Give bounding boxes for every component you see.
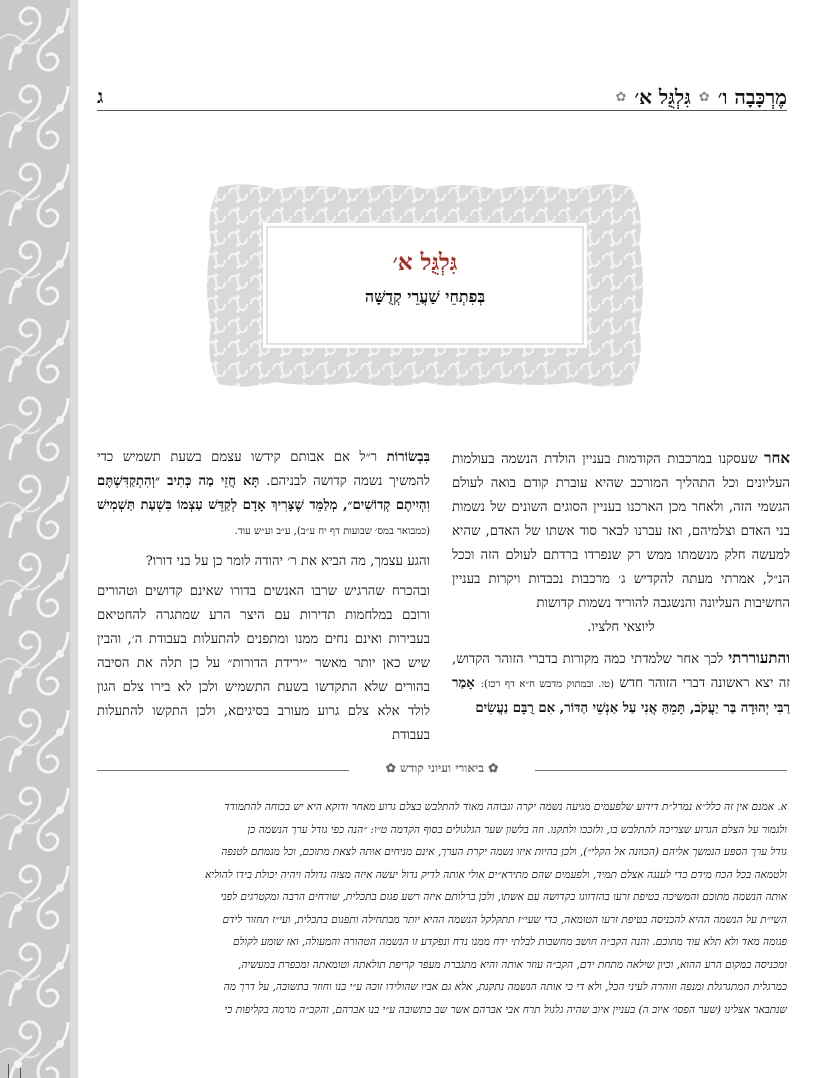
- running-head: [97, 86, 787, 108]
- divider: [97, 770, 349, 771]
- crop-mark: [8, 1064, 9, 1078]
- decorative-side-border: [0, 0, 78, 1078]
- footnotes: [97, 796, 787, 1021]
- footnote-line: שנתבאר אצלינו (שער הפסו׳ איוב ה) בעניין איוב שהיה גלגול תרח אבי אברהם אשר שב בתשובה ע״י בנו אברהם, והקב״ה מרמה בקליפות כי: [224, 1003, 787, 1016]
- quote-text: אָמַר רַבִּי יְהוּדָה בַּר יַעֲקֹב, תָּמֵהַּ אֲנִי עַל אַנְשֵׁי הַדּוֹר, אִם רֻבָּם נַעֲשִׂים: [452, 676, 790, 716]
- source-citation: (כמבואר במס׳ שבועות דף יח ע״ב), ע״ב וע״ש עוד.: [234, 526, 430, 537]
- divider: [535, 770, 787, 771]
- body-text: לכך אחר שלמדתי כמה מקורות בדברי הזוהר הקדוש, זה יצא ראשונה דברי הזוהר חדש: [452, 652, 790, 691]
- header-divider: [97, 110, 787, 111]
- chapter-subtitle: בְּפִתְחֵי שַׁעֲרֵי קְדֻשָּׁה: [364, 287, 486, 306]
- footnote-line: גודל ערך הספע הנמשך אליהם (הכוונה אל הקלי״), ולכן בהיות איזו נשמה יקרת הערך, אינם מניחים אותה לצאת מתוכם, וכל מגמתם לטנפה: [221, 846, 787, 858]
- footnotes-header: [97, 760, 787, 780]
- flourish-icon: ✿: [385, 761, 396, 775]
- book-title: מֶרְכָּבָה ו׳: [717, 84, 787, 109]
- lead-word: והתעוררתי: [728, 649, 790, 667]
- body-text: ליוצאי חלציו.: [587, 620, 655, 635]
- footnotes-title: ✿ ביאורי ועיוני קודש ✿: [385, 761, 499, 775]
- flourish-icon: ✿: [615, 89, 627, 105]
- main-text-left-column: [97, 446, 430, 754]
- body-text: ר״ל אם אבותם קידשו עצמם בשעת תשמיש כדי להמשיך נשמה קדושה לבניהם.: [97, 450, 430, 489]
- chapter-title: גִּלְגֻּל א׳: [392, 249, 458, 276]
- paragraph: והגע עצמך, מה הביא את ר׳ יהודה לומר כן על בני דורו?: [145, 554, 430, 569]
- body-text: שעסקנו במרכבות הקודמות בעניין הולדת הנשמה בעולמות העליונים וכל התהליך המורכב שהיא עוברת קודם בואה לעולם הגשמי הזה, ולאחר מכן הארכנו בעניין הסוגים השונים של נשמות בני האדם וצלמיהם, ואז עברנו לבאר סוד אשתו של האדם, שהיא למעשה חלק מנשמתו ממש רק שנפרדו ברדתם לעולם הזה וככל הנ״ל, אמרתי מעתה להקדיש ג׳ מרכבות נכבדות ויקרות בעניין החשיבות העליונה והנשגבה להוריד נשמות קדושות: [452, 452, 790, 611]
- footnote-line: פגומה מאד ולא תלא עוד מתוכם. והנה הקב״ה חושב מחשבות לבלתי ידח ממנו נדח ונפקדע זו הנשמה הטהורה והמעולה, ואז שומע לקולם: [233, 936, 787, 948]
- main-text-right-column: [452, 446, 790, 727]
- paragraph: [452, 646, 790, 721]
- flourish-icon: ✿: [488, 761, 499, 775]
- footnote-line: השי״ת על הנשמה ההיא להכניסה בטיפת זרעו הטומאה, כדי שעי״ז תתקלקל הנשמה ההיא יותר מבתחילה ותפגום בתכלית, ועי״ז תחזור לידם: [222, 913, 787, 926]
- footnote-line: ומכניסה במקום הרע ההוא, וכיון שילאה מתחת ידם, הקב״ה עוזר אותה והיא מתגברת מעפר קריפת תולאתה וטומאתה ומכפרת במעשיה,: [238, 958, 787, 971]
- paragraph: ובהכרח שהרגיש שרבו האנשים בדורו שאינם קדושים וטהורים ורובם במלחמות תדירות עם היצר הרע שמתגרה להחטיאם בעבירות ואינם נחים ממנו ומתפנים להתעלות בעבודת ה׳, והבין שיש כאן יותר מאשר ״ירידת הדורות״ על כן תלה את הסיבה בהורים שלא התקדשו בשעת התשמיש ולכן לא בירו צלם הגון לולד אלא צלם גרוע מעורב בסיגיםא, ולכן התקשו להתעלות בעבודת: [97, 584, 430, 743]
- footnote-line: א. אמנם אין זה כלל״א נמרל״ת דידוע שלפעמים מגיעה נשמה יקרה וגבוהה מאוד להתלבש בצלם גרוע מאחר ודוקא היא יש בכוחה להתמודד: [224, 801, 787, 813]
- lead-word: אחר: [764, 449, 790, 467]
- paragraph: [452, 446, 790, 640]
- page-number: ג: [97, 86, 104, 108]
- ornamental-title-frame: [205, 183, 645, 388]
- footnote-line: אותה הנשמה מתוכם והמשיכה בטיפת זרעו בהזדווגו בקדושה עם אשתו, ולכן ברלותם איזה רשע פגום בתכלית, שורחים הרבה ומקטרגים לפני: [220, 891, 787, 903]
- paragraph: [97, 446, 430, 544]
- flourish-icon: ✿: [698, 89, 710, 105]
- footnote-line: ולטמאה בכל הכח מידם כדי לענגה אצלם תמיד, ולפעמים שהם מתירא״ים אולי אותה לדיק גדול יעשה איזה מצוה גדולה ויהיה יכולת בידו להוליא: [204, 868, 787, 881]
- crop-mark: [20, 1068, 21, 1078]
- footnote-line: כמרגלית המתגרגלת ומנפה וזוהרה לעיני הכל, ולא די כי אותה הנשמה נתקנת, אלא גם אביו שהולידו זוכה ע״י בנו וחוזר בתשובה, על דרך מה: [223, 981, 787, 993]
- source-citation: (טו. ובמתוק מדבש ח״א דף רכז):: [480, 679, 614, 690]
- quote-text: תָּא חֲזֵי מַה כְּתִיב ״וְהִתְקַדִּשְׁתֶּם וִהְיִיתֶם קְדוֹשִׁים״, מְלַמֵּד שֶׁצָּרִיךְ אָדָם לְקַדֵּשׁ עַצְמוֹ בִּשְׁעַת תַּשְׁמִישׁ: [97, 474, 430, 513]
- chapter-reference: גִּלְגֻּל א׳: [634, 84, 691, 109]
- quote-text: בִּבְשׂוֹרוֹת: [386, 450, 430, 465]
- footnote-line: ולגמור על הצלם הגרוע שצריכה להתלבש בו, ולזככו ולתקנו. וזה בלשון שער הגלגולים בסוף הקדמה ט״ו: ״הנה כפי גודל ערך הנשמה כן: [247, 823, 787, 836]
